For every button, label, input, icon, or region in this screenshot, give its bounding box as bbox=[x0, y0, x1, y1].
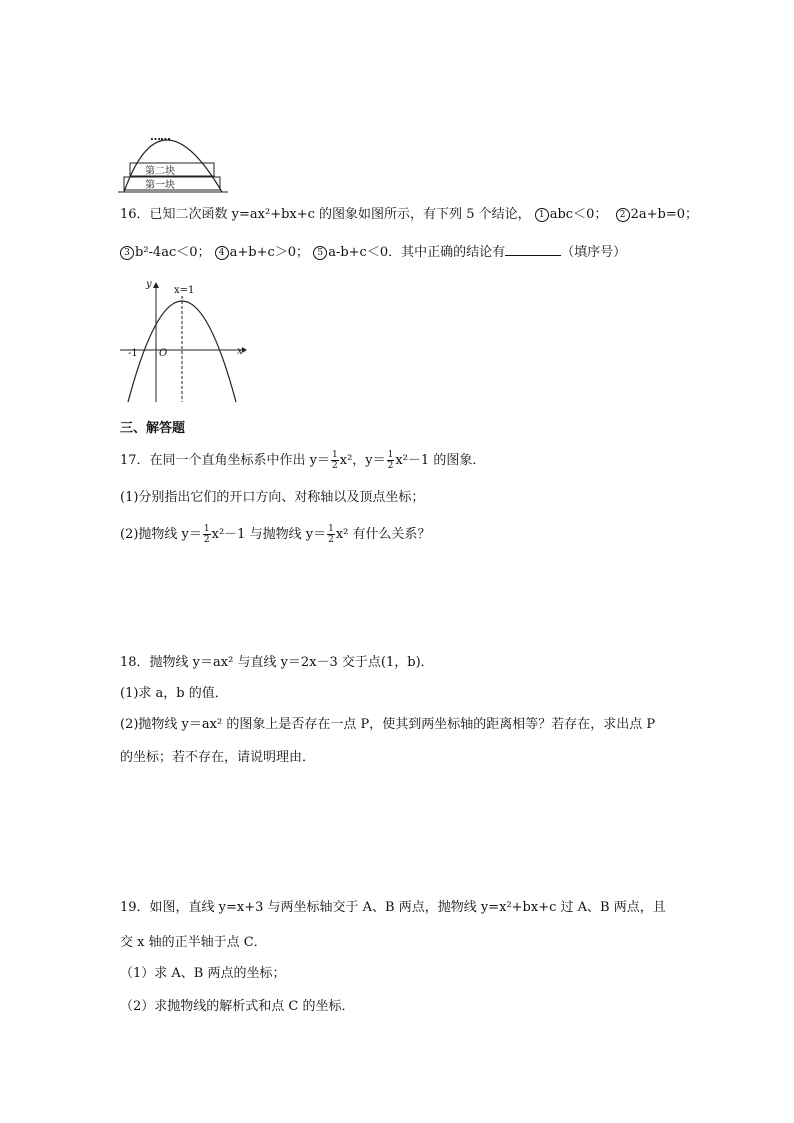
fraction-denominator: 2 bbox=[203, 535, 210, 545]
section-title: 三、解答题 bbox=[120, 421, 186, 436]
q16-line2 bbox=[120, 243, 626, 262]
q16-conclusion-4: a+b+c＞0； bbox=[229, 245, 310, 260]
arch-ellipsis: …… bbox=[150, 130, 170, 143]
q16-conclusion-2: 2a+b=0； bbox=[630, 207, 699, 222]
q19-part1: （1）求 A、B 两点的坐标； bbox=[120, 966, 286, 981]
q17-text-b: x²，y＝ bbox=[339, 453, 386, 468]
q16-conclusion-3: b²-4ac＜0； bbox=[135, 245, 211, 260]
answer-blank bbox=[505, 243, 561, 256]
q17-part2-a: (2)抛物线 y＝ bbox=[120, 527, 202, 542]
arch-figure bbox=[118, 100, 228, 195]
fraction-numerator: 1 bbox=[328, 524, 334, 534]
block-1-label: 第一块 bbox=[145, 180, 175, 191]
q16-line1 bbox=[120, 206, 698, 224]
q17-line1 bbox=[120, 450, 485, 471]
q19-line2: 交 x 轴的正半轴于点 C． bbox=[120, 935, 267, 950]
q18-line1: 18．抛物线 y＝ax² 与直线 y＝2x－3 交于点(1，b)． bbox=[120, 655, 434, 670]
q16-fill-hint: （填序号） bbox=[561, 245, 627, 260]
q17-part2 bbox=[120, 524, 431, 545]
fraction-denominator: 2 bbox=[328, 535, 334, 545]
q18-part2-line2: 的坐标；若不存在，请说明理由． bbox=[120, 750, 316, 765]
fraction-numerator: 1 bbox=[387, 450, 394, 460]
parabola-graph bbox=[118, 280, 248, 405]
block-2-label: 第二块 bbox=[145, 166, 175, 177]
fraction bbox=[331, 450, 339, 471]
fraction-numerator: 1 bbox=[332, 450, 338, 460]
x-axis-label: x bbox=[237, 346, 243, 357]
circled-number: 2 bbox=[616, 208, 630, 222]
origin-label: O bbox=[159, 348, 168, 359]
circled-number: 4 bbox=[215, 246, 229, 260]
fraction-denominator: 2 bbox=[387, 461, 394, 471]
fraction bbox=[327, 524, 335, 545]
q17-text-c: x²－1 的图象． bbox=[395, 453, 486, 468]
q17-part2-c: x² 有什么关系？ bbox=[335, 527, 431, 542]
q19-line1: 19．如图，直线 y=x+3 与两坐标轴交于 A、B 两点，抛物线 y=x²+bx+c 过 A、B 两点，且 bbox=[120, 900, 666, 915]
minus-one-label: -1 bbox=[128, 348, 138, 359]
fraction-denominator: 2 bbox=[332, 461, 338, 471]
fraction-numerator: 1 bbox=[203, 524, 210, 534]
circled-number: 1 bbox=[535, 208, 549, 222]
q18-part1: (1)求 a，b 的值． bbox=[120, 686, 228, 701]
q19-part2: （2）求抛物线的解析式和点 C 的坐标． bbox=[120, 999, 355, 1014]
q17-part2-b: x²－1 与抛物线 y＝ bbox=[211, 527, 327, 542]
circled-number: 3 bbox=[120, 246, 134, 260]
q16-conclusion-1: abc＜0； bbox=[549, 207, 608, 222]
q18-part2-line1: (2)抛物线 y＝ax² 的图象上是否存在一点 P，使其到两坐标轴的距离相等？若存在，求出点 P bbox=[120, 717, 656, 732]
q17-text-a: 17．在同一个直角坐标系中作出 y＝ bbox=[120, 453, 331, 468]
symmetry-axis-label: x=1 bbox=[174, 285, 195, 296]
fraction bbox=[387, 450, 395, 471]
parabola-graph-svg bbox=[118, 280, 248, 405]
y-axis-label: y bbox=[146, 279, 152, 290]
fraction bbox=[203, 524, 211, 545]
circled-number: 5 bbox=[313, 246, 327, 260]
q16-intro: 16．已知二次函数 y=ax²+bx+c 的图象如图所示，有下列 5 个结论， bbox=[120, 207, 531, 222]
q16-conclusion-5: a-b+c＜0．其中正确的结论有 bbox=[328, 245, 506, 260]
q17-part1: (1)分别指出它们的开口方向、对称轴以及顶点坐标； bbox=[120, 490, 425, 505]
